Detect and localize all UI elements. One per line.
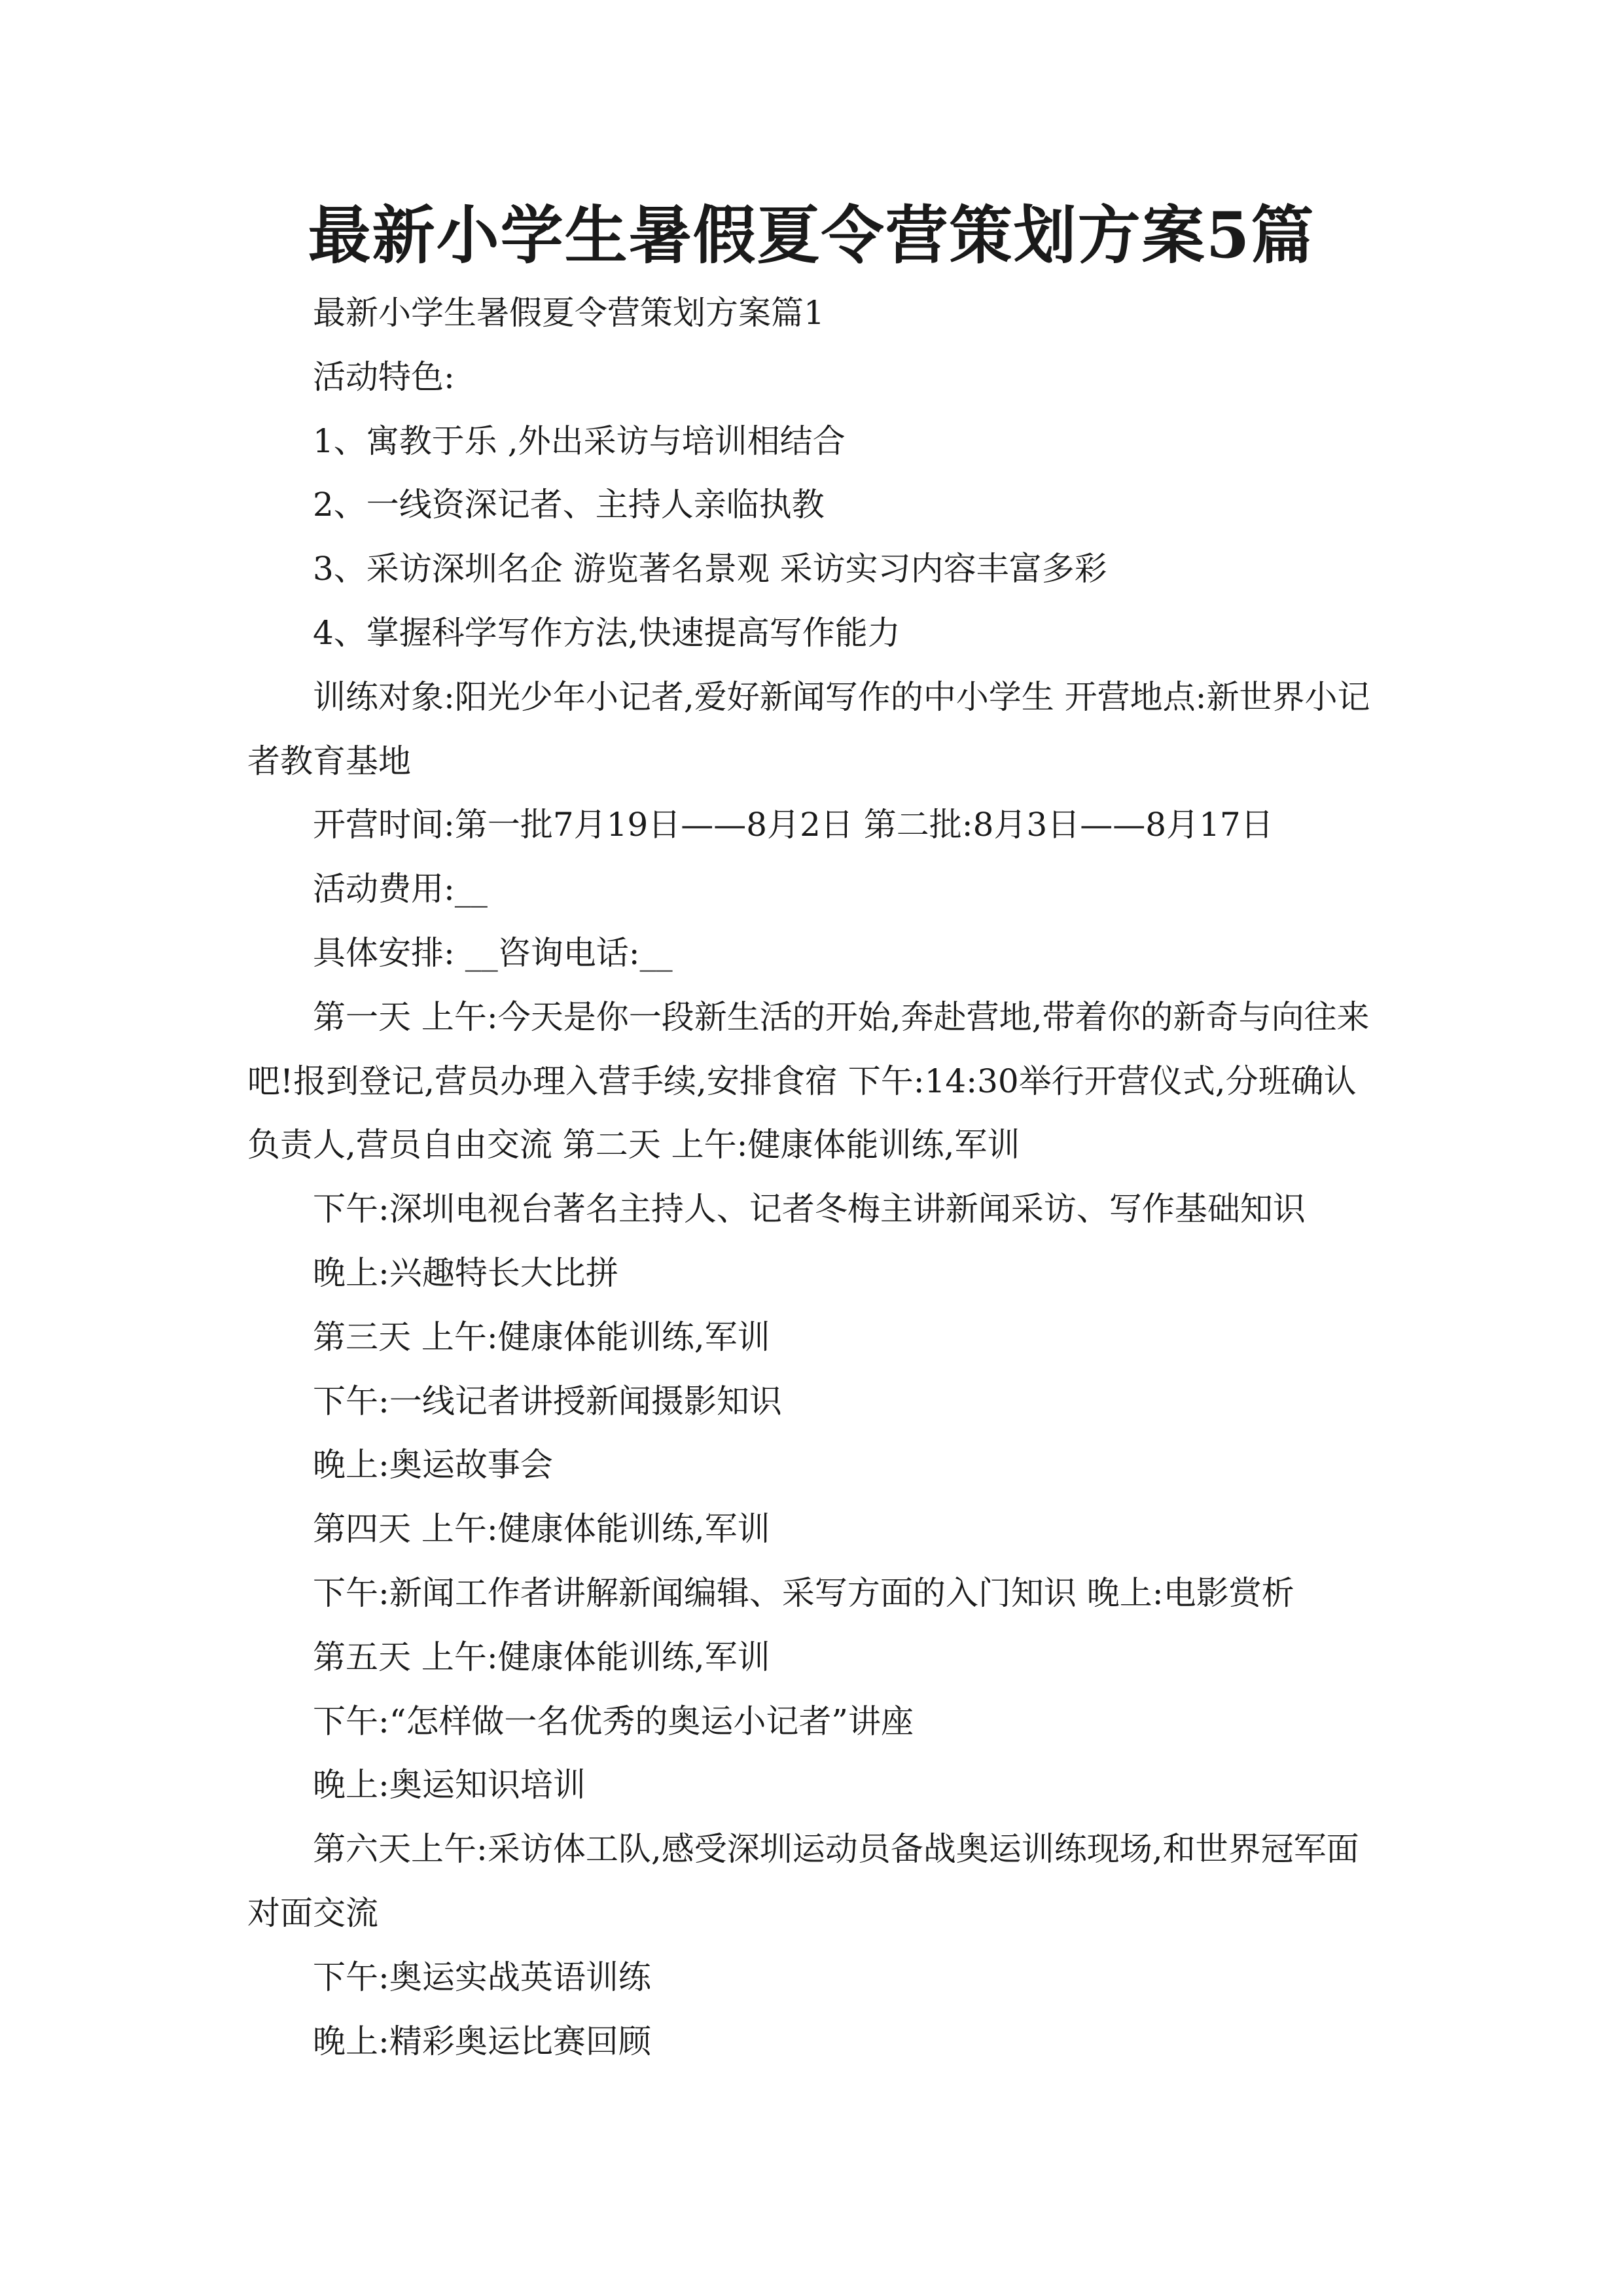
paragraph-day-5-morning: 第五天 上午:健康体能训练,军训 [313,1638,770,1676]
paragraph-day-6-afternoon: 下午:奥运实战英语训练 [313,1958,651,1996]
paragraph-day-4-afternoon-evening: 下午:新闻工作者讲解新闻编辑、采写方面的入门知识 晚上:电影赏析 [313,1573,1294,1612]
section-heading: 最新小学生暑假夏令营策划方案篇1 [313,294,825,332]
paragraph-arrangement-phone: 具体安排: __咨询电话:__ [313,933,673,972]
paragraph-day-5-evening: 晚上:奥运知识培训 [313,1766,586,1804]
paragraph-feature-3: 3、采访深圳名企 游览著名景观 采访实习内容丰富多彩 [313,550,1107,588]
paragraph-day-6-morning: 第六天上午:采访体工队,感受深圳运动员备战奥运训练现场,和世界冠军面对面交流 [247,1830,1359,1932]
paragraph-day-3-morning: 第三天 上午:健康体能训练,军训 [313,1318,770,1356]
paragraph-day-3-evening: 晚上:奥运故事会 [313,1446,553,1484]
document-body [247,281,1376,2073]
paragraph-fee: 活动费用:__ [313,870,488,908]
paragraph-day-5-afternoon: 下午:“怎样做一名优秀的奥运小记者”讲座 [313,1702,914,1740]
paragraph-day-2-evening: 晚上:兴趣特长大比拼 [313,1253,618,1292]
paragraph-feature-4: 4、掌握科学写作方法,快速提高写作能力 [313,613,901,652]
paragraph-audience-location: 训练对象:阳光少年小记者,爱好新闻写作的中小学生 开营地点:新世界小记者教育基地 [247,677,1370,780]
paragraph-day-6-evening: 晚上:精彩奥运比赛回顾 [313,2022,651,2060]
document-title: 最新小学生暑假夏令营策划方案5篇 [308,198,1315,272]
paragraph-day-3-afternoon: 下午:一线记者讲授新闻摄影知识 [313,1382,782,1420]
paragraph-feature-2: 2、一线资深记者、主持人亲临执教 [313,486,825,524]
paragraph-features-label: 活动特色: [313,357,455,396]
paragraph-day-1-2: 第一天 上午:今天是你一段新生活的开始,奔赴营地,带着你的新奇与向往来吧!报到登记,营员办理入营手续,安排食宿 下午:14:30举行开营仪式,分班确认负责人,营员自由交流 第二天 上午:健康体能训练,军训 [247,997,1370,1164]
paragraph-day-4-morning: 第四天 上午:健康体能训练,军训 [313,1510,770,1549]
paragraph-feature-1: 1、寓教于乐 ,外出采访与培训相结合 [313,422,846,460]
paragraph-day-2-afternoon: 下午:深圳电视台著名主持人、记者冬梅主讲新闻采访、写作基础知识 [313,1190,1306,1229]
paragraph-dates: 开营时间:第一批7月19日——8月2日 第二批:8月3日——8月17日 [313,806,1274,844]
